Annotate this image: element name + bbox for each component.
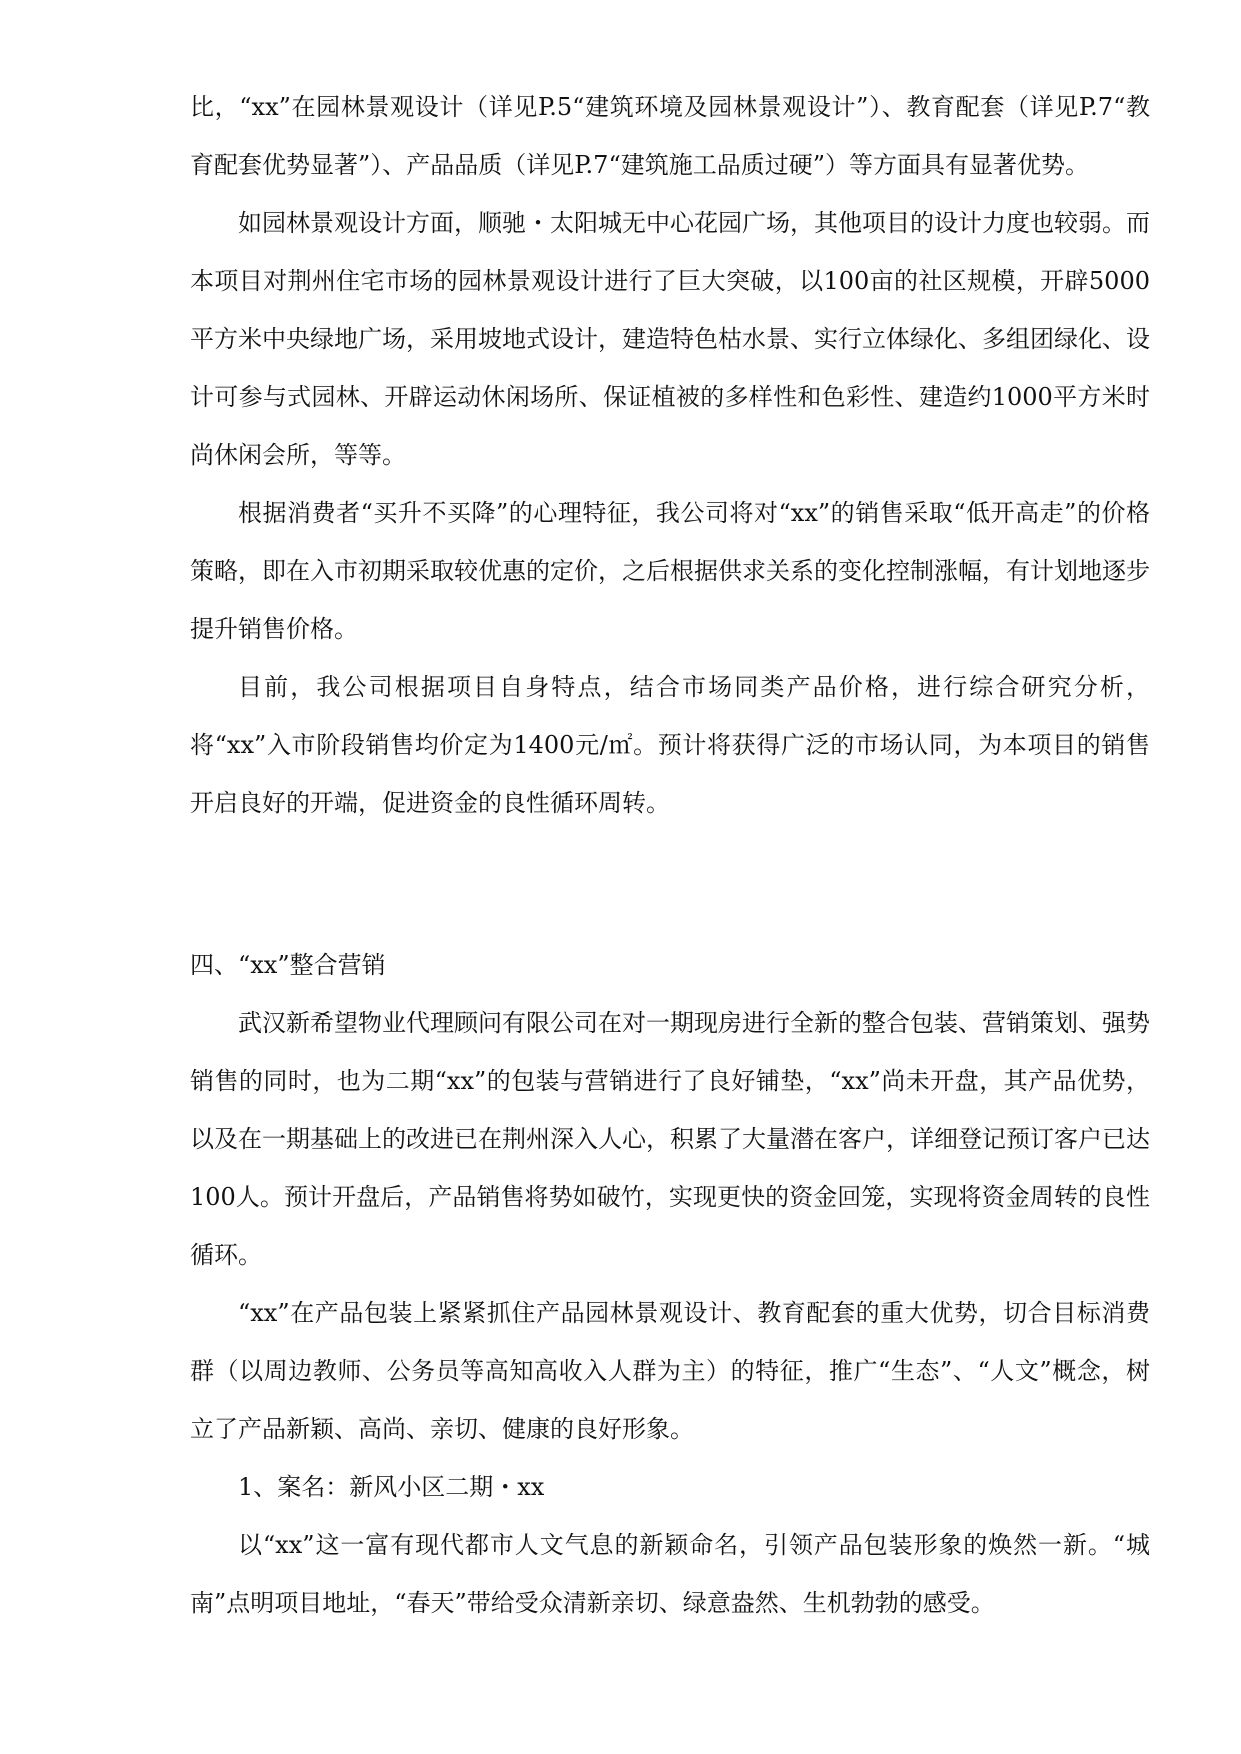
paragraph-project-name: 1、案名：新风小区二期・xx [238,1473,545,1501]
paragraph-average-price: 目前，我公司根据项目自身特点，结合市场同类产品价格，进行综合研究分析，将“xx”入市阶段销售均价定为1400元/㎡。预计将获得广泛的市场认同，为本项目的销售开启良好的开端，促进资金的良性循环周转。 [190,673,1150,817]
paragraph-agency-marketing: 武汉新希望物业代理顾问有限公司在对一期现房进行全新的整合包装、营销策划、强势销售的同时，也为二期“xx”的包装与营销进行了良好铺垫，“xx”尚未开盘，其产品优势，以及在一期基础上的改进已在荆州深入人心，积累了大量潜在客户，详细登记预订客户已达100人。预计开盘后，产品销售将势如破竹，实现更快的资金回笼，实现将资金周转的良性循环。 [190,1009,1150,1269]
paragraph-pricing-strategy: 根据消费者“买升不买降”的心理特征，我公司将对“xx”的销售采取“低开高走”的价格策略，即在入市初期采取较优惠的定价，之后根据供求关系的变化控制涨幅，有计划地逐步提升销售价格。 [190,499,1150,643]
paragraph-advantages-continued: 比，“xx”在园林景观设计（详见P.5“建筑环境及园林景观设计”）、教育配套（详见P.7“教育配套优势显著”）、产品品质（详见P.7“建筑施工品质过硬”）等方面具有显著优势。 [190,93,1150,179]
paragraph-landscape-design: 如园林景观设计方面，顺驰・太阳城无中心花园广场，其他项目的设计力度也较弱。而本项目对荆州住宅市场的园林景观设计进行了巨大突破，以100亩的社区规模，开辟5000平方米中央绿地广场，采用坡地式设计，建造特色枯水景、实行立体绿化、多组团绿化、设计可参与式园林、开辟运动休闲场所、保证植被的多样性和色彩性、建造约1000平方米时尚休闲会所，等等。 [190,209,1150,469]
section-heading-integrated-marketing: 四、“xx”整合营销 [190,951,386,979]
document-body [190,78,1150,1632]
paragraph-naming-rationale: 以“xx”这一富有现代都市人文气息的新颖命名，引领产品包装形象的焕然一新。“城南”点明项目地址，“春天”带给受众清新亲切、绿意盎然、生机勃勃的感受。 [190,1531,1150,1617]
paragraph-product-packaging: “xx”在产品包装上紧紧抓住产品园林景观设计、教育配套的重大优势，切合目标消费群（以周边教师、公务员等高知高收入人群为主）的特征，推广“生态”、“人文”概念，树立了产品新颖、高尚、亲切、健康的良好形象。 [190,1299,1150,1443]
